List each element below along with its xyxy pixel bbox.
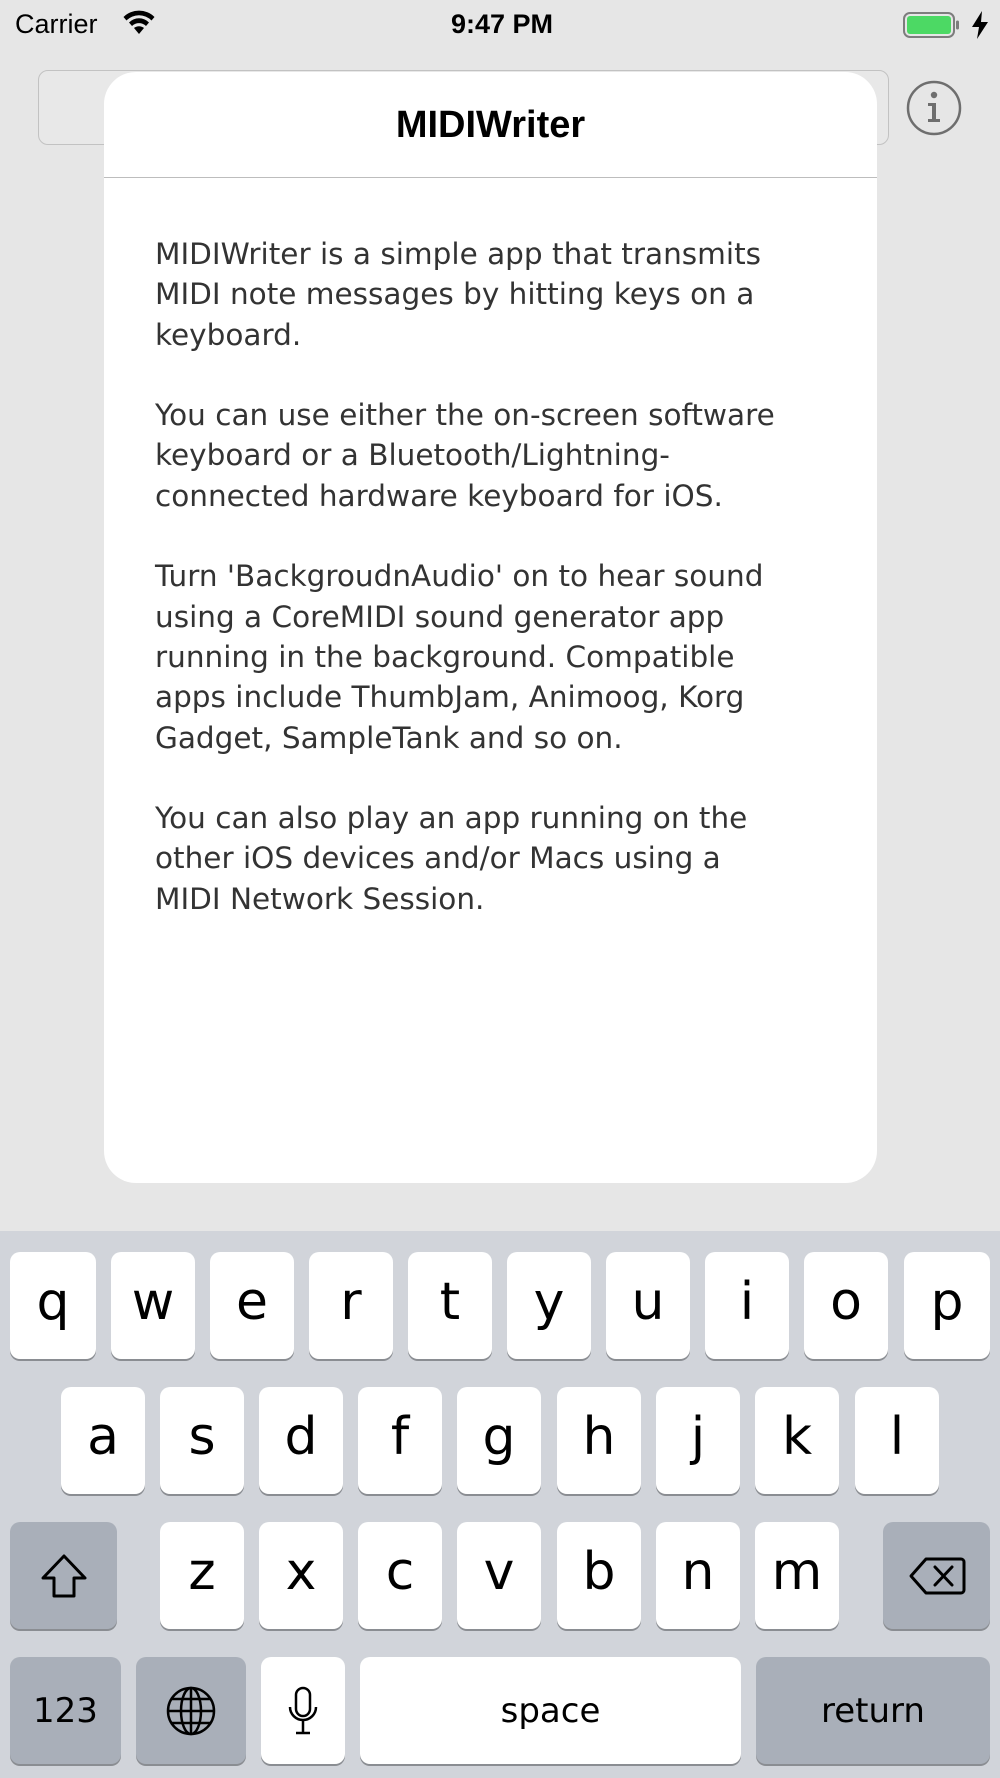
battery-icon (903, 12, 960, 38)
info-icon[interactable] (906, 80, 962, 136)
bolt-icon (971, 11, 989, 39)
carrier-label: Carrier (15, 9, 98, 39)
key-g[interactable]: g (457, 1387, 541, 1494)
key-b[interactable]: b (557, 1522, 641, 1629)
key-d[interactable]: d (259, 1387, 343, 1494)
key-s[interactable]: s (160, 1387, 244, 1494)
key-n[interactable]: n (656, 1522, 740, 1629)
paragraph-keyboard: You can use either the on-screen software keyboard or a Bluetooth/Lightning- connected hardware keyboard for iOS. (155, 398, 775, 513)
numbers-key[interactable]: 123 (10, 1657, 121, 1764)
software-keyboard (0, 1231, 1000, 1778)
key-j[interactable]: j (656, 1387, 740, 1494)
popover-body (104, 178, 877, 919)
key-u[interactable]: u (606, 1252, 690, 1359)
key-i[interactable]: i (705, 1252, 789, 1359)
shift-key[interactable] (10, 1522, 117, 1629)
key-p[interactable]: p (904, 1252, 990, 1359)
key-y[interactable]: y (507, 1252, 591, 1359)
globe-key[interactable] (136, 1657, 246, 1764)
globe-icon (165, 1685, 217, 1737)
key-o[interactable]: o (804, 1252, 888, 1359)
key-a[interactable]: a (61, 1387, 145, 1494)
delete-key[interactable] (883, 1522, 990, 1629)
key-l[interactable]: l (855, 1387, 939, 1494)
popover-title: MIDIWriter (104, 72, 877, 178)
space-key[interactable]: space (360, 1657, 741, 1764)
key-q[interactable]: q (10, 1252, 96, 1359)
key-m[interactable]: m (755, 1522, 839, 1629)
key-k[interactable]: k (755, 1387, 839, 1494)
paragraph-background-audio: Turn 'BackgroudnAudio' on to hear sound using a CoreMIDI sound generator app running in the background. Compatible apps include ThumbJam, Animoog, Korg Gadget, SampleTank and so on. (155, 559, 764, 755)
key-e[interactable]: e (210, 1252, 294, 1359)
delete-icon (908, 1556, 966, 1596)
paragraph-intro: MIDIWriter is a simple app that transmits MIDI note messages by hitting keys on a keyboard. (155, 237, 762, 352)
shift-icon (39, 1553, 89, 1599)
status-time: 9:47 PM (450, 9, 554, 39)
paragraph-network: You can also play an app running on the other iOS devices and/or Macs using a MIDI Network Session. (155, 801, 748, 916)
key-z[interactable]: z (160, 1522, 244, 1629)
key-v[interactable]: v (457, 1522, 541, 1629)
key-w[interactable]: w (111, 1252, 195, 1359)
dictation-key[interactable] (261, 1657, 345, 1764)
microphone-icon (286, 1685, 320, 1737)
key-h[interactable]: h (557, 1387, 641, 1494)
return-key[interactable]: return (756, 1657, 990, 1764)
key-r[interactable]: r (309, 1252, 393, 1359)
key-c[interactable]: c (358, 1522, 442, 1629)
about-popover (104, 72, 877, 1183)
status-bar (0, 0, 1000, 50)
key-x[interactable]: x (259, 1522, 343, 1629)
key-f[interactable]: f (358, 1387, 442, 1494)
key-t[interactable]: t (408, 1252, 492, 1359)
